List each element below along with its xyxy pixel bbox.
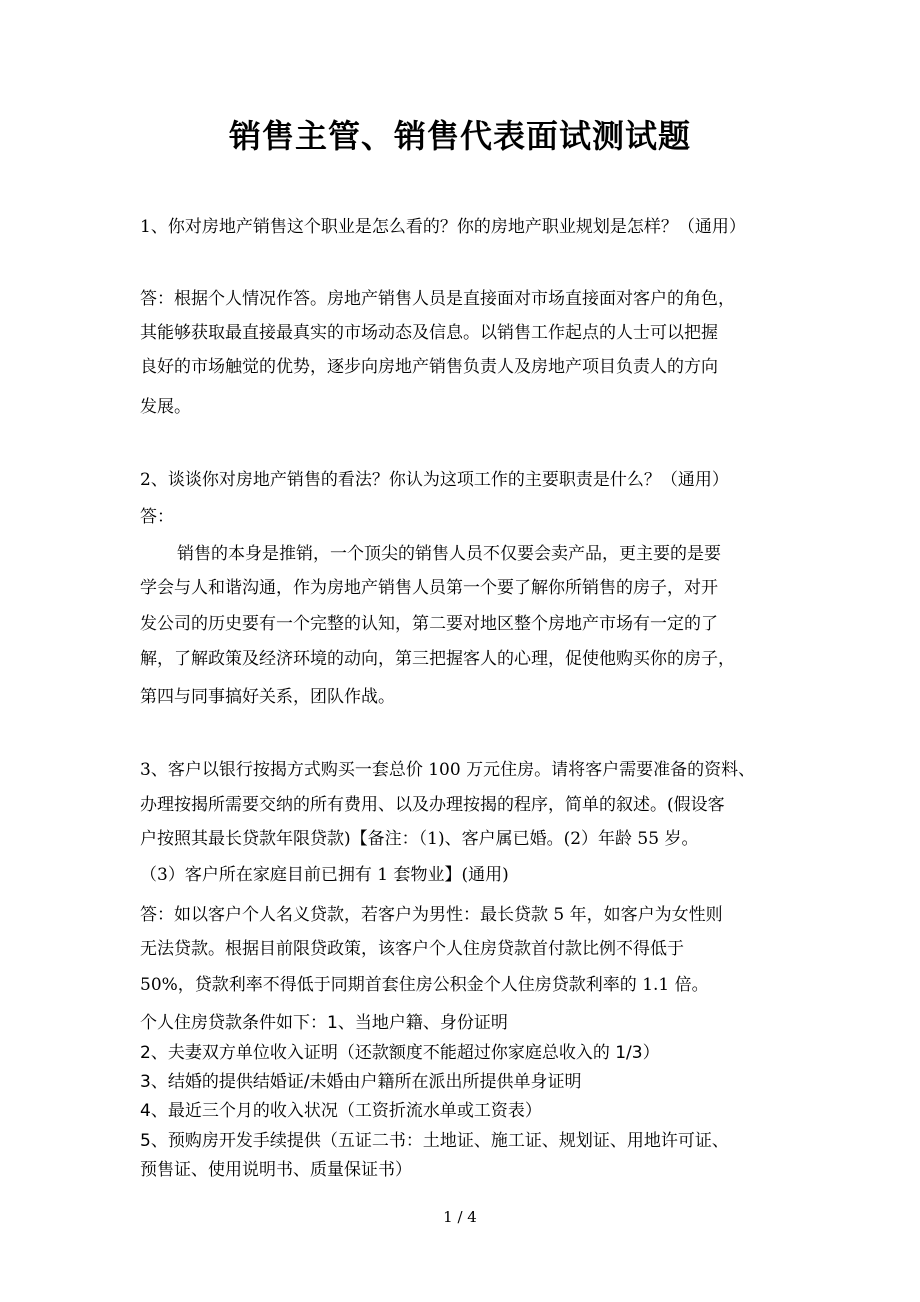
answer-3-line: 无法贷款。根据目前限贷政策，该客户个人住房贷款首付款比例不得低于 <box>140 939 684 959</box>
answer-1-line: 其能够获取最直接最真实的市场动态及信息。以销售工作起点的人士可以把握 <box>140 323 718 343</box>
question-2: 2、谈谈你对房地产销售的看法？你认为这项工作的主要职责是什么？（通用） <box>140 470 729 490</box>
page-number: 1 / 4 <box>443 1208 477 1226</box>
answer-2-line: 解，了解政策及经济环境的动向，第三把握客人的心理，促使他购买你的房子， <box>140 649 735 669</box>
document-title: 销售主管、销售代表面试测试题 <box>228 117 691 155</box>
answer-1-line: 发展。 <box>140 397 191 417</box>
condition-item: 个人住房贷款条件如下：1、当地户籍、身份证明 <box>140 1013 508 1033</box>
question-1: 1、你对房地产销售这个职业是怎么看的？你的房地产职业规划是怎样？（通用） <box>140 217 746 237</box>
answer-2-label: 答： <box>140 507 174 527</box>
question-3-line: 3、客户以银行按揭方式购买一套总价 100 万元住房。请将客户需要准备的资料、 <box>140 760 756 780</box>
condition-item: 5、预购房开发手续提供（五证二书：土地证、施工证、规划证、用地许可证、 <box>140 1131 729 1151</box>
question-3-line: 户按照其最长贷款年限贷款)【备注：（1)、客户属已婚。(2）年龄 55 岁。 <box>140 829 699 849</box>
answer-1-line: 良好的市场触觉的优势，逐步向房地产销售负责人及房地产项目负责人的方向 <box>140 357 718 377</box>
condition-item: 预售证、使用说明书、质量保证书） <box>140 1160 412 1180</box>
condition-item: 4、最近三个月的收入状况（工资折流水单或工资表） <box>140 1101 542 1121</box>
answer-2-line: 发公司的历史要有一个完整的认知，第二要对地区整个房地产市场有一定的了 <box>140 614 718 634</box>
question-3-line: （3）客户所在家庭目前已拥有 1 套物业】(通用) <box>140 865 509 885</box>
answer-2-line: 第四与同事搞好关系，团队作战。 <box>140 687 395 707</box>
answer-2-line: 学会与人和谐沟通，作为房地产销售人员第一个要了解你所销售的房子，对开 <box>140 578 718 598</box>
answer-2-line: 销售的本身是推销，一个顶尖的销售人员不仅要会卖产品，更主要的是要 <box>177 544 721 564</box>
question-3-line: 办理按揭所需要交纳的所有费用、以及办理按揭的程序，简单的叙述。(假设客 <box>140 795 725 815</box>
condition-item: 3、结婚的提供结婚证/未婚由户籍所在派出所提供单身证明 <box>140 1072 582 1092</box>
answer-3-line: 50%，贷款利率不得低于同期首套住房公积金个人住房贷款利率的 1.1 倍。 <box>140 975 709 995</box>
answer-3-line: 答：如以客户个人名义贷款，若客户为男性：最长贷款 5 年，如客户为女性则 <box>140 905 723 925</box>
answer-1-line: 答：根据个人情况作答。房地产销售人员是直接面对市场直接面对客户的角色， <box>140 289 735 309</box>
condition-item: 2、夫妻双方单位收入证明（还款额度不能超过你家庭总收入的 1/3） <box>140 1043 660 1063</box>
